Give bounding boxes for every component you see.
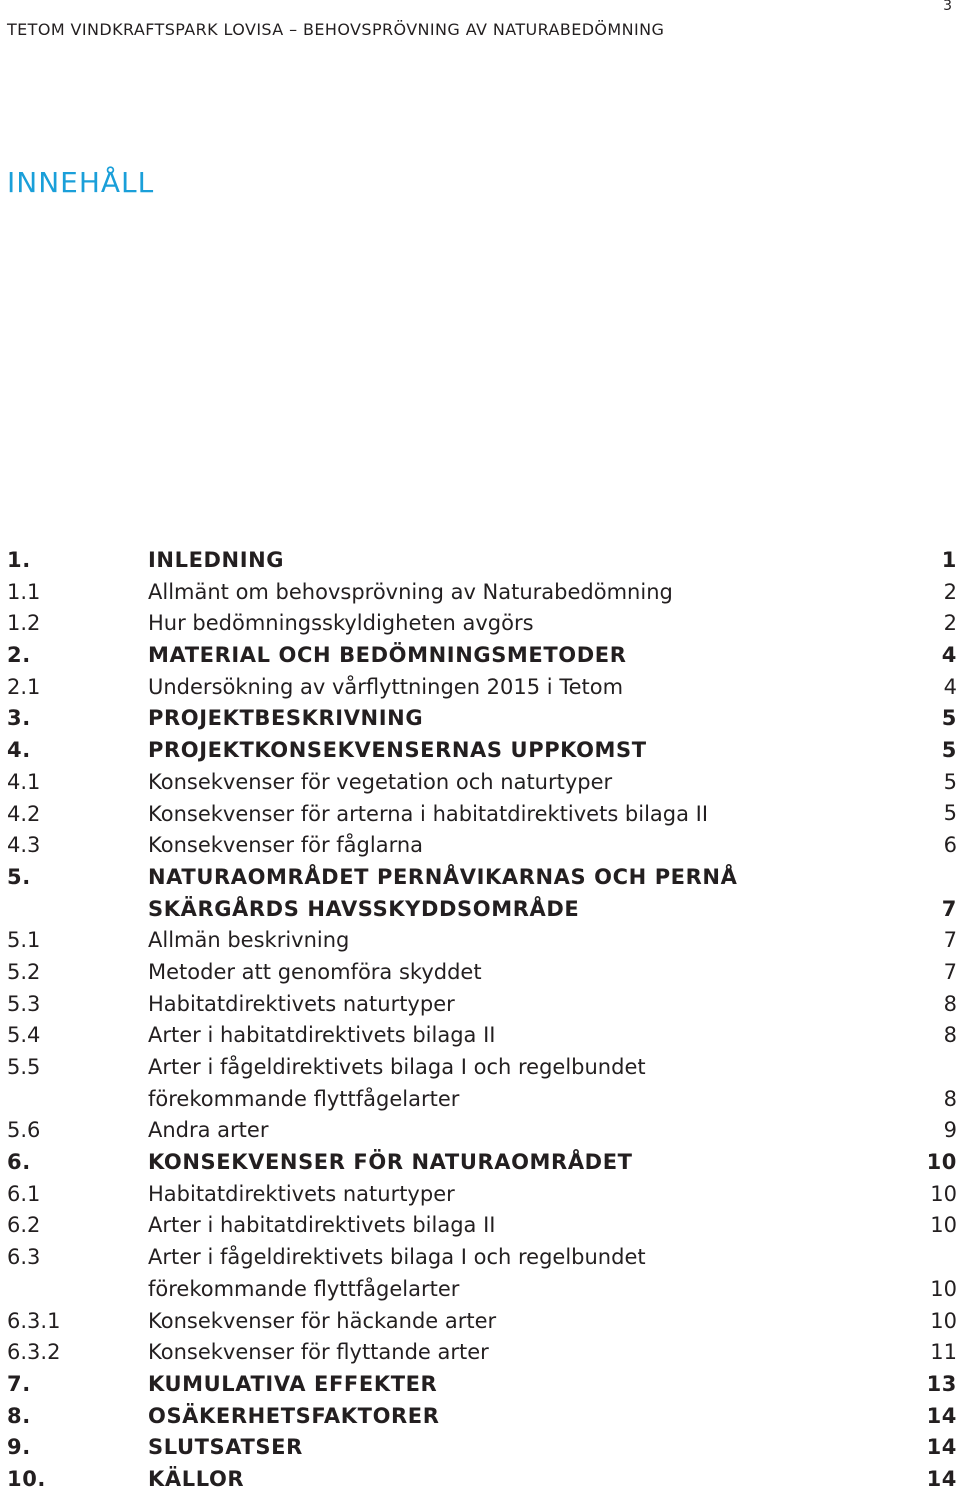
toc-entry-page-number: 7 — [943, 959, 957, 984]
toc-entry-title: Allmän beskrivning — [148, 928, 350, 953]
toc-entry-number: 9. — [7, 1435, 31, 1460]
toc-entry-number: 3. — [7, 706, 31, 731]
toc-entry-number: 5.3 — [7, 991, 41, 1016]
toc-entry-page-number: 7 — [941, 896, 957, 921]
toc-entry[interactable] — [7, 640, 957, 672]
toc-entry-page-number: 5 — [941, 706, 957, 731]
toc-entry-page-number: 10 — [930, 1181, 957, 1206]
toc-entry-page-number: 11 — [930, 1340, 957, 1365]
toc-entry-number: 6.3 — [7, 1245, 41, 1270]
toc-entry-title: INLEDNING — [148, 548, 285, 572]
toc-entry[interactable] — [7, 672, 957, 704]
toc-entry-page-number: 5 — [943, 801, 957, 826]
toc-entry-title: SLUTSATSER — [148, 1435, 303, 1460]
toc-entry[interactable] — [7, 1115, 957, 1147]
toc-entry-page-number: 8 — [943, 991, 957, 1016]
toc-entry-number: 4.3 — [7, 833, 41, 858]
toc-entry-number: 5.2 — [7, 959, 41, 984]
toc-entry[interactable] — [7, 1369, 957, 1401]
toc-entry-page-number: 7 — [943, 928, 957, 953]
toc-entry-title: OSÄKERHETSFAKTORER — [148, 1403, 440, 1428]
toc-entry-title: Habitatdirektivets naturtyper — [148, 1181, 455, 1206]
toc-entry-page-number: 6 — [943, 833, 957, 858]
toc-entry-number: 1. — [7, 548, 31, 572]
toc-entry-page-number: 5 — [941, 738, 957, 763]
toc-entry-title: Hur bedömningsskyldigheten avgörs — [148, 611, 534, 636]
toc-entry-page-number: 1 — [941, 547, 957, 572]
toc-entry-page-number: 14 — [926, 1466, 957, 1491]
toc-entry-title: KONSEKVENSER FÖR NATURAOMRÅDET — [148, 1150, 633, 1175]
toc-entry[interactable] — [7, 545, 957, 577]
toc-entry[interactable] — [7, 1432, 957, 1464]
toc-entry[interactable] — [7, 862, 957, 925]
toc-entry-title: Konsekvenser för arterna i habitatdirektivets bilaga II — [148, 801, 709, 826]
toc-heading: INNEHÅLL — [7, 166, 155, 199]
toc-entry-number: 6.3.1 — [7, 1308, 61, 1333]
toc-entry[interactable] — [7, 925, 957, 957]
toc-entry-number: 2.1 — [7, 674, 41, 699]
toc-entry[interactable] — [7, 799, 957, 831]
toc-entry-page-number: 5 — [943, 769, 957, 794]
toc-entry[interactable] — [7, 608, 957, 640]
toc-entry-page-number: 14 — [926, 1403, 957, 1428]
toc-entry-title: Andra arter — [148, 1118, 269, 1143]
running-header: TETOM VINDKRAFTSPARK LOVISA – BEHOVSPRÖVNING AV NATURABEDÖMNING — [7, 20, 665, 39]
toc-entry-title: Undersökning av vårflyttningen 2015 i Tetom — [148, 674, 624, 699]
toc-entry[interactable] — [7, 1401, 957, 1433]
toc-entry-number: 5.1 — [7, 928, 41, 953]
page-number: 3 — [943, 0, 952, 14]
toc-entry[interactable] — [7, 735, 957, 767]
toc-entry[interactable] — [7, 830, 957, 862]
toc-entry[interactable] — [7, 1337, 957, 1369]
toc-entry-title: Allmänt om behovsprövning av Naturabedömning — [148, 579, 673, 604]
toc-entry-page-number: 9 — [943, 1118, 957, 1143]
toc-entry-title: PROJEKTBESKRIVNING — [148, 706, 424, 731]
toc-entry-number: 5.4 — [7, 1023, 41, 1048]
toc-entry-title-line: Arter i fågeldirektivets bilaga I och regelbundet — [148, 1055, 646, 1080]
toc-entry-number: 4.2 — [7, 801, 41, 826]
toc-entry-title — [148, 1052, 646, 1115]
toc-entry-number: 10. — [7, 1466, 47, 1491]
toc-entry-title: Konsekvenser för häckande arter — [148, 1308, 497, 1333]
toc-entry[interactable] — [7, 1147, 957, 1179]
toc-entry-page-number: 10 — [926, 1150, 957, 1175]
toc-entry-title-line: SKÄRGÅRDS HAVSSKYDDSOMRÅDE — [148, 896, 580, 921]
toc-entry-page-number: 8 — [943, 1086, 957, 1111]
toc-entry-number: 4. — [7, 738, 31, 763]
toc-entry-page-number: 8 — [943, 1023, 957, 1048]
toc-entry[interactable] — [7, 1052, 957, 1115]
toc-entry-page-number: 4 — [941, 643, 957, 668]
toc-entry[interactable] — [7, 1306, 957, 1338]
toc-entry-title: KUMULATIVA EFFEKTER — [148, 1371, 438, 1396]
toc-entry-number: 5. — [7, 864, 31, 889]
toc-entry-number: 5.6 — [7, 1118, 41, 1143]
toc-entry-number: 1.2 — [7, 611, 41, 636]
toc-entry-number: 7. — [7, 1371, 31, 1396]
toc-entry-title-line: Arter i fågeldirektivets bilaga I och regelbundet — [148, 1245, 646, 1270]
toc-entry-title: Konsekvenser för vegetation och naturtyper — [148, 769, 613, 794]
toc-entry-title — [148, 862, 737, 925]
toc-entry-title: Arter i habitatdirektivets bilaga II — [148, 1023, 496, 1048]
toc-entry-title: KÄLLOR — [148, 1466, 245, 1491]
toc-entry-number: 6. — [7, 1150, 31, 1175]
toc-entry-number: 4.1 — [7, 769, 41, 794]
toc-entry-title: Metoder att genomföra skyddet — [148, 959, 482, 984]
toc-entry-title: Konsekvenser för flyttande arter — [148, 1340, 489, 1365]
toc-entry-page-number: 2 — [943, 611, 957, 636]
toc-entry-page-number: 10 — [930, 1308, 957, 1333]
toc-entry[interactable] — [7, 577, 957, 609]
toc-entry-number: 1.1 — [7, 579, 41, 604]
toc-entry-number: 6.3.2 — [7, 1340, 61, 1365]
toc-entry-page-number: 10 — [930, 1276, 957, 1301]
toc-entry-page-number: 2 — [943, 579, 957, 604]
toc-entry-title-line: förekommande flyttfågelarter — [148, 1086, 460, 1111]
toc-entry-title — [148, 1242, 646, 1305]
toc-entry[interactable] — [7, 989, 957, 1021]
toc-entry[interactable] — [7, 703, 957, 735]
toc-entry[interactable] — [7, 767, 957, 799]
toc-entry-title: Arter i habitatdirektivets bilaga II — [148, 1213, 496, 1238]
toc-entry[interactable] — [7, 1179, 957, 1211]
toc-entry-title-line: NATURAOMRÅDET PERNÅVIKARNAS OCH PERNÅ — [148, 864, 738, 889]
toc-entry-title: Konsekvenser för fåglarna — [148, 833, 424, 858]
toc-entry-number: 6.2 — [7, 1213, 41, 1238]
toc-entry[interactable] — [7, 1020, 957, 1052]
toc-entry-number: 8. — [7, 1403, 31, 1428]
toc-entry-title: PROJEKTKONSEKVENSERNAS UPPKOMST — [148, 738, 647, 763]
toc-entry-page-number: 13 — [926, 1371, 957, 1396]
toc-entry-title-line: förekommande flyttfågelarter — [148, 1276, 460, 1301]
toc-entry[interactable] — [7, 1210, 957, 1242]
toc-entry-title: Habitatdirektivets naturtyper — [148, 991, 455, 1016]
toc-entry-number: 2. — [7, 643, 31, 668]
toc-entry[interactable] — [7, 1464, 957, 1496]
toc-entry-title: MATERIAL OCH BEDÖMNINGSMETODER — [148, 643, 627, 668]
toc-entry[interactable] — [7, 1242, 957, 1305]
toc-entry-page-number: 4 — [943, 674, 957, 699]
toc-entry-number: 6.1 — [7, 1181, 41, 1206]
toc-entry-number: 5.5 — [7, 1055, 41, 1080]
toc-entry[interactable] — [7, 957, 957, 989]
toc-entry-page-number: 10 — [930, 1213, 957, 1238]
toc-entry-page-number: 14 — [926, 1435, 957, 1460]
table-of-contents — [7, 545, 957, 1496]
